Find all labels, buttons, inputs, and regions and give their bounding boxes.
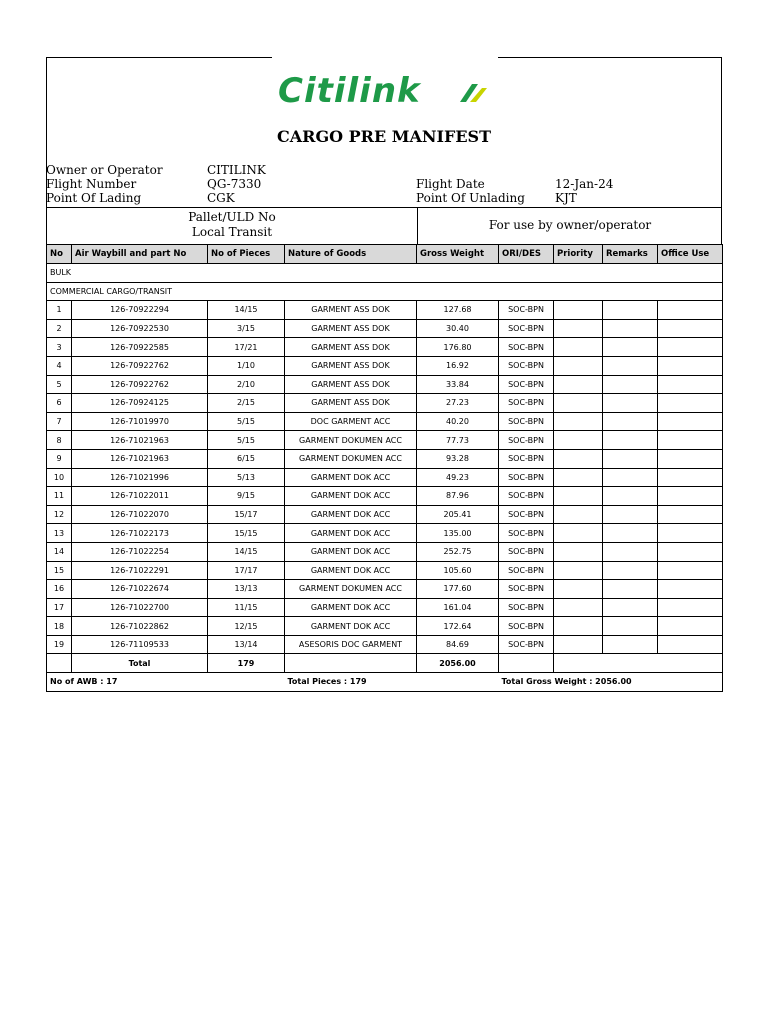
awb-number-cell: 126-70924125 <box>72 394 208 413</box>
remarks-cell <box>603 505 658 524</box>
office-use-cell <box>658 338 723 357</box>
row-number-cell: 16 <box>47 580 72 599</box>
nature-of-goods-cell: GARMENT DOK ACC <box>285 561 417 580</box>
priority-cell <box>554 487 603 506</box>
frame-border <box>498 57 722 58</box>
priority-cell <box>554 319 603 338</box>
pallet-header <box>46 207 722 244</box>
pieces-cell: 12/15 <box>208 617 285 636</box>
nature-of-goods-cell: DOC GARMENT ACC <box>285 412 417 431</box>
nature-of-goods-cell: GARMENT ASS DOK <box>285 356 417 375</box>
table-header-row <box>47 245 723 264</box>
awb-number-cell: 126-71022070 <box>72 505 208 524</box>
column-header: Gross Weight <box>417 245 499 264</box>
table-row <box>47 468 723 487</box>
point-of-unlading-value: KJT <box>555 191 577 205</box>
office-use-cell <box>658 449 723 468</box>
row-number-cell: 4 <box>47 356 72 375</box>
pieces-cell: 1/10 <box>208 356 285 375</box>
column-header: Nature of Goods <box>285 245 417 264</box>
pieces-cell: 5/15 <box>208 431 285 450</box>
table-row <box>47 524 723 543</box>
info-labels-right <box>416 177 525 205</box>
remarks-cell <box>603 412 658 431</box>
total-empty-cell <box>499 654 554 673</box>
ori-des-cell: SOC-BPN <box>499 505 554 524</box>
office-use-cell <box>658 487 723 506</box>
priority-cell <box>554 635 603 654</box>
office-use-cell <box>658 598 723 617</box>
pallet-label <box>47 210 417 240</box>
page-title: CARGO PRE MANIFEST <box>277 127 491 146</box>
owner-value: CITILINK <box>207 163 266 177</box>
office-use-cell <box>658 635 723 654</box>
nature-of-goods-cell: GARMENT DOKUMEN ACC <box>285 449 417 468</box>
gross-weight-cell: 40.20 <box>417 412 499 431</box>
flight-number-value: QG-7330 <box>207 177 262 191</box>
office-use-cell <box>658 394 723 413</box>
gross-weight-cell: 33.84 <box>417 375 499 394</box>
gross-weight-cell: 252.75 <box>417 542 499 561</box>
total-pieces: 179 <box>208 654 285 673</box>
gross-weight-cell: 205.41 <box>417 505 499 524</box>
section-commercial-label: COMMERCIAL CARGO/TRANSIT <box>47 282 723 301</box>
table-row <box>47 542 723 561</box>
row-number-cell: 18 <box>47 617 72 636</box>
gross-weight-cell: 127.68 <box>417 301 499 320</box>
ori-des-cell: SOC-BPN <box>499 580 554 599</box>
ori-des-cell: SOC-BPN <box>499 338 554 357</box>
row-number-cell: 15 <box>47 561 72 580</box>
pieces-cell: 6/15 <box>208 449 285 468</box>
row-number-cell: 10 <box>47 468 72 487</box>
column-header: No of Pieces <box>208 245 285 264</box>
office-use-cell <box>658 412 723 431</box>
office-use-cell <box>658 505 723 524</box>
remarks-cell <box>603 487 658 506</box>
office-use-cell <box>658 468 723 487</box>
remarks-cell <box>603 394 658 413</box>
table-row <box>47 580 723 599</box>
total-row <box>47 654 723 673</box>
table-row <box>47 449 723 468</box>
ori-des-cell: SOC-BPN <box>499 356 554 375</box>
pallet-uld-label: Pallet/ULD No <box>188 210 276 224</box>
flight-date-label: Flight Date <box>416 177 485 191</box>
priority-cell <box>554 394 603 413</box>
row-number-cell: 12 <box>47 505 72 524</box>
office-use-cell <box>658 542 723 561</box>
awb-number-cell: 126-70922585 <box>72 338 208 357</box>
table-row <box>47 561 723 580</box>
awb-number-cell: 126-70922762 <box>72 356 208 375</box>
table-row <box>47 356 723 375</box>
column-header: Remarks <box>603 245 658 264</box>
awb-number-cell: 126-71019970 <box>72 412 208 431</box>
ori-des-cell: SOC-BPN <box>499 617 554 636</box>
pieces-cell: 13/14 <box>208 635 285 654</box>
ori-des-cell: SOC-BPN <box>499 561 554 580</box>
nature-of-goods-cell: GARMENT DOKUMEN ACC <box>285 431 417 450</box>
info-labels <box>46 163 163 205</box>
priority-cell <box>554 505 603 524</box>
office-use-cell <box>658 356 723 375</box>
office-use-cell <box>658 431 723 450</box>
awb-number-cell: 126-71021963 <box>72 449 208 468</box>
pieces-cell: 14/15 <box>208 542 285 561</box>
ori-des-cell: SOC-BPN <box>499 319 554 338</box>
priority-cell <box>554 449 603 468</box>
pieces-cell: 2/10 <box>208 375 285 394</box>
total-label: Total <box>72 654 208 673</box>
info-values-right <box>555 177 613 205</box>
row-number-cell: 19 <box>47 635 72 654</box>
remarks-cell <box>603 431 658 450</box>
priority-cell <box>554 524 603 543</box>
remarks-cell <box>603 319 658 338</box>
row-number-cell: 1 <box>47 301 72 320</box>
remarks-cell <box>603 580 658 599</box>
table-row <box>47 338 723 357</box>
gross-weight-cell: 93.28 <box>417 449 499 468</box>
total-empty-cell <box>285 654 417 673</box>
gross-weight-cell: 177.60 <box>417 580 499 599</box>
nature-of-goods-cell: ASESORIS DOC GARMENT <box>285 635 417 654</box>
ori-des-cell: SOC-BPN <box>499 412 554 431</box>
flight-number-label: Flight Number <box>46 177 137 191</box>
pieces-cell: 17/21 <box>208 338 285 357</box>
priority-cell <box>554 338 603 357</box>
row-number-cell: 11 <box>47 487 72 506</box>
row-number-cell: 7 <box>47 412 72 431</box>
column-header: Office Use <box>658 245 723 264</box>
section-row-commercial <box>47 282 723 301</box>
point-of-unlading-label: Point Of Unlading <box>416 191 525 205</box>
pieces-cell: 13/13 <box>208 580 285 599</box>
gross-weight-cell: 105.60 <box>417 561 499 580</box>
table-row <box>47 598 723 617</box>
row-number-cell: 17 <box>47 598 72 617</box>
priority-cell <box>554 468 603 487</box>
remarks-cell <box>603 635 658 654</box>
table-row <box>47 487 723 506</box>
total-empty-cell <box>47 654 72 673</box>
remarks-cell <box>603 301 658 320</box>
gross-weight-cell: 87.96 <box>417 487 499 506</box>
ori-des-cell: SOC-BPN <box>499 598 554 617</box>
ori-des-cell: SOC-BPN <box>499 449 554 468</box>
remarks-cell <box>603 561 658 580</box>
row-number-cell: 13 <box>47 524 72 543</box>
gross-weight-cell: 49.23 <box>417 468 499 487</box>
nature-of-goods-cell: GARMENT DOK ACC <box>285 617 417 636</box>
priority-cell <box>554 356 603 375</box>
gross-weight-cell: 172.64 <box>417 617 499 636</box>
remarks-cell <box>603 598 658 617</box>
table-row <box>47 412 723 431</box>
nature-of-goods-cell: GARMENT ASS DOK <box>285 301 417 320</box>
nature-of-goods-cell: GARMENT ASS DOK <box>285 375 417 394</box>
awb-number-cell: 126-70922530 <box>72 319 208 338</box>
row-number-cell: 2 <box>47 319 72 338</box>
office-use-cell <box>658 301 723 320</box>
awb-number-cell: 126-71022011 <box>72 487 208 506</box>
total-empty-cell <box>554 654 603 673</box>
priority-cell <box>554 412 603 431</box>
nature-of-goods-cell: GARMENT DOK ACC <box>285 487 417 506</box>
office-use-cell <box>658 319 723 338</box>
table-row <box>47 394 723 413</box>
table-row <box>47 505 723 524</box>
nature-of-goods-cell: GARMENT ASS DOK <box>285 319 417 338</box>
summary-row <box>47 673 723 692</box>
gross-weight-cell: 135.00 <box>417 524 499 543</box>
priority-cell <box>554 542 603 561</box>
gross-weight-cell: 27.23 <box>417 394 499 413</box>
flight-date-value: 12-Jan-24 <box>555 177 614 191</box>
office-use-cell <box>658 617 723 636</box>
column-header: No <box>47 245 72 264</box>
row-number-cell: 9 <box>47 449 72 468</box>
point-of-lading-label: Point Of Lading <box>46 191 142 205</box>
remarks-cell <box>603 375 658 394</box>
pieces-cell: 17/17 <box>208 561 285 580</box>
section-bulk-label: BULK <box>47 264 723 283</box>
awb-number-cell: 126-71022862 <box>72 617 208 636</box>
ori-des-cell: SOC-BPN <box>499 468 554 487</box>
priority-cell <box>554 617 603 636</box>
remarks-cell <box>603 468 658 487</box>
table-row <box>47 301 723 320</box>
pieces-cell: 3/15 <box>208 319 285 338</box>
awb-number-cell: 126-71022291 <box>72 561 208 580</box>
ori-des-cell: SOC-BPN <box>499 375 554 394</box>
owner-label: Owner or Operator <box>46 163 163 177</box>
point-of-lading-value: CGK <box>207 191 235 205</box>
table-row <box>47 635 723 654</box>
remarks-cell <box>603 356 658 375</box>
gross-weight-cell: 77.73 <box>417 431 499 450</box>
pieces-cell: 15/15 <box>208 524 285 543</box>
office-use-cell <box>658 580 723 599</box>
column-header: Priority <box>554 245 603 264</box>
total-pieces-summary: Total Pieces : 179 <box>285 673 499 692</box>
priority-cell <box>554 561 603 580</box>
remarks-cell <box>603 449 658 468</box>
pieces-cell: 2/15 <box>208 394 285 413</box>
ori-des-cell: SOC-BPN <box>499 524 554 543</box>
remarks-cell <box>603 524 658 543</box>
priority-cell <box>554 301 603 320</box>
row-number-cell: 6 <box>47 394 72 413</box>
info-values <box>207 163 266 205</box>
awb-number-cell: 126-70922294 <box>72 301 208 320</box>
office-use-cell <box>658 561 723 580</box>
gross-weight-cell: 161.04 <box>417 598 499 617</box>
awb-number-cell: 126-70922762 <box>72 375 208 394</box>
awb-number-cell: 126-71022254 <box>72 542 208 561</box>
section-row-bulk <box>47 264 723 283</box>
nature-of-goods-cell: GARMENT DOK ACC <box>285 468 417 487</box>
owner-use-label: For use by owner/operator <box>488 218 652 232</box>
table-row <box>47 319 723 338</box>
awb-number-cell: 126-71022700 <box>72 598 208 617</box>
nature-of-goods-cell: GARMENT DOKUMEN ACC <box>285 580 417 599</box>
remarks-cell <box>603 338 658 357</box>
table-row <box>47 617 723 636</box>
ori-des-cell: SOC-BPN <box>499 431 554 450</box>
ori-des-cell: SOC-BPN <box>499 542 554 561</box>
row-number-cell: 5 <box>47 375 72 394</box>
nature-of-goods-cell: GARMENT DOK ACC <box>285 598 417 617</box>
gross-weight-cell: 16.92 <box>417 356 499 375</box>
column-header: Air Waybill and part No <box>72 245 208 264</box>
awb-number-cell: 126-71021996 <box>72 468 208 487</box>
awb-number-cell: 126-71022173 <box>72 524 208 543</box>
row-number-cell: 3 <box>47 338 72 357</box>
row-number-cell: 14 <box>47 542 72 561</box>
gross-weight-cell: 84.69 <box>417 635 499 654</box>
nature-of-goods-cell: GARMENT DOK ACC <box>285 505 417 524</box>
awb-number-cell: 126-71022674 <box>72 580 208 599</box>
awb-number-cell: 126-71021963 <box>72 431 208 450</box>
manifest-table <box>46 244 723 692</box>
pieces-cell: 5/13 <box>208 468 285 487</box>
total-empty-cell <box>603 654 658 673</box>
logo-text: Citilink <box>278 71 421 111</box>
total-weight: 2056.00 <box>417 654 499 673</box>
office-use-cell <box>658 524 723 543</box>
nature-of-goods-cell: GARMENT ASS DOK <box>285 338 417 357</box>
gross-weight-cell: 30.40 <box>417 319 499 338</box>
ori-des-cell: SOC-BPN <box>499 487 554 506</box>
nature-of-goods-cell: GARMENT DOK ACC <box>285 542 417 561</box>
total-weight-summary: Total Gross Weight : 2056.00 <box>499 673 723 692</box>
nature-of-goods-cell: GARMENT DOK ACC <box>285 524 417 543</box>
pieces-cell: 15/17 <box>208 505 285 524</box>
gross-weight-cell: 176.80 <box>417 338 499 357</box>
citilink-logo <box>272 71 498 111</box>
pieces-cell: 9/15 <box>208 487 285 506</box>
priority-cell <box>554 431 603 450</box>
remarks-cell <box>603 542 658 561</box>
logo-swoosh-icon <box>458 82 488 104</box>
nature-of-goods-cell: GARMENT ASS DOK <box>285 394 417 413</box>
pieces-cell: 14/15 <box>208 301 285 320</box>
column-header: ORI/DES <box>499 245 554 264</box>
local-transit-label: Local Transit <box>191 225 273 239</box>
frame-border <box>46 57 272 58</box>
awb-count: No of AWB : 17 <box>47 673 285 692</box>
ori-des-cell: SOC-BPN <box>499 394 554 413</box>
priority-cell <box>554 598 603 617</box>
row-number-cell: 8 <box>47 431 72 450</box>
remarks-cell <box>603 617 658 636</box>
awb-number-cell: 126-71109533 <box>72 635 208 654</box>
total-empty-cell <box>658 654 723 673</box>
ori-des-cell: SOC-BPN <box>499 301 554 320</box>
office-use-cell <box>658 375 723 394</box>
table-row <box>47 431 723 450</box>
table-row <box>47 375 723 394</box>
pieces-cell: 5/15 <box>208 412 285 431</box>
ori-des-cell: SOC-BPN <box>499 635 554 654</box>
manifest-sheet <box>46 57 722 692</box>
priority-cell <box>554 375 603 394</box>
priority-cell <box>554 580 603 599</box>
pieces-cell: 11/15 <box>208 598 285 617</box>
